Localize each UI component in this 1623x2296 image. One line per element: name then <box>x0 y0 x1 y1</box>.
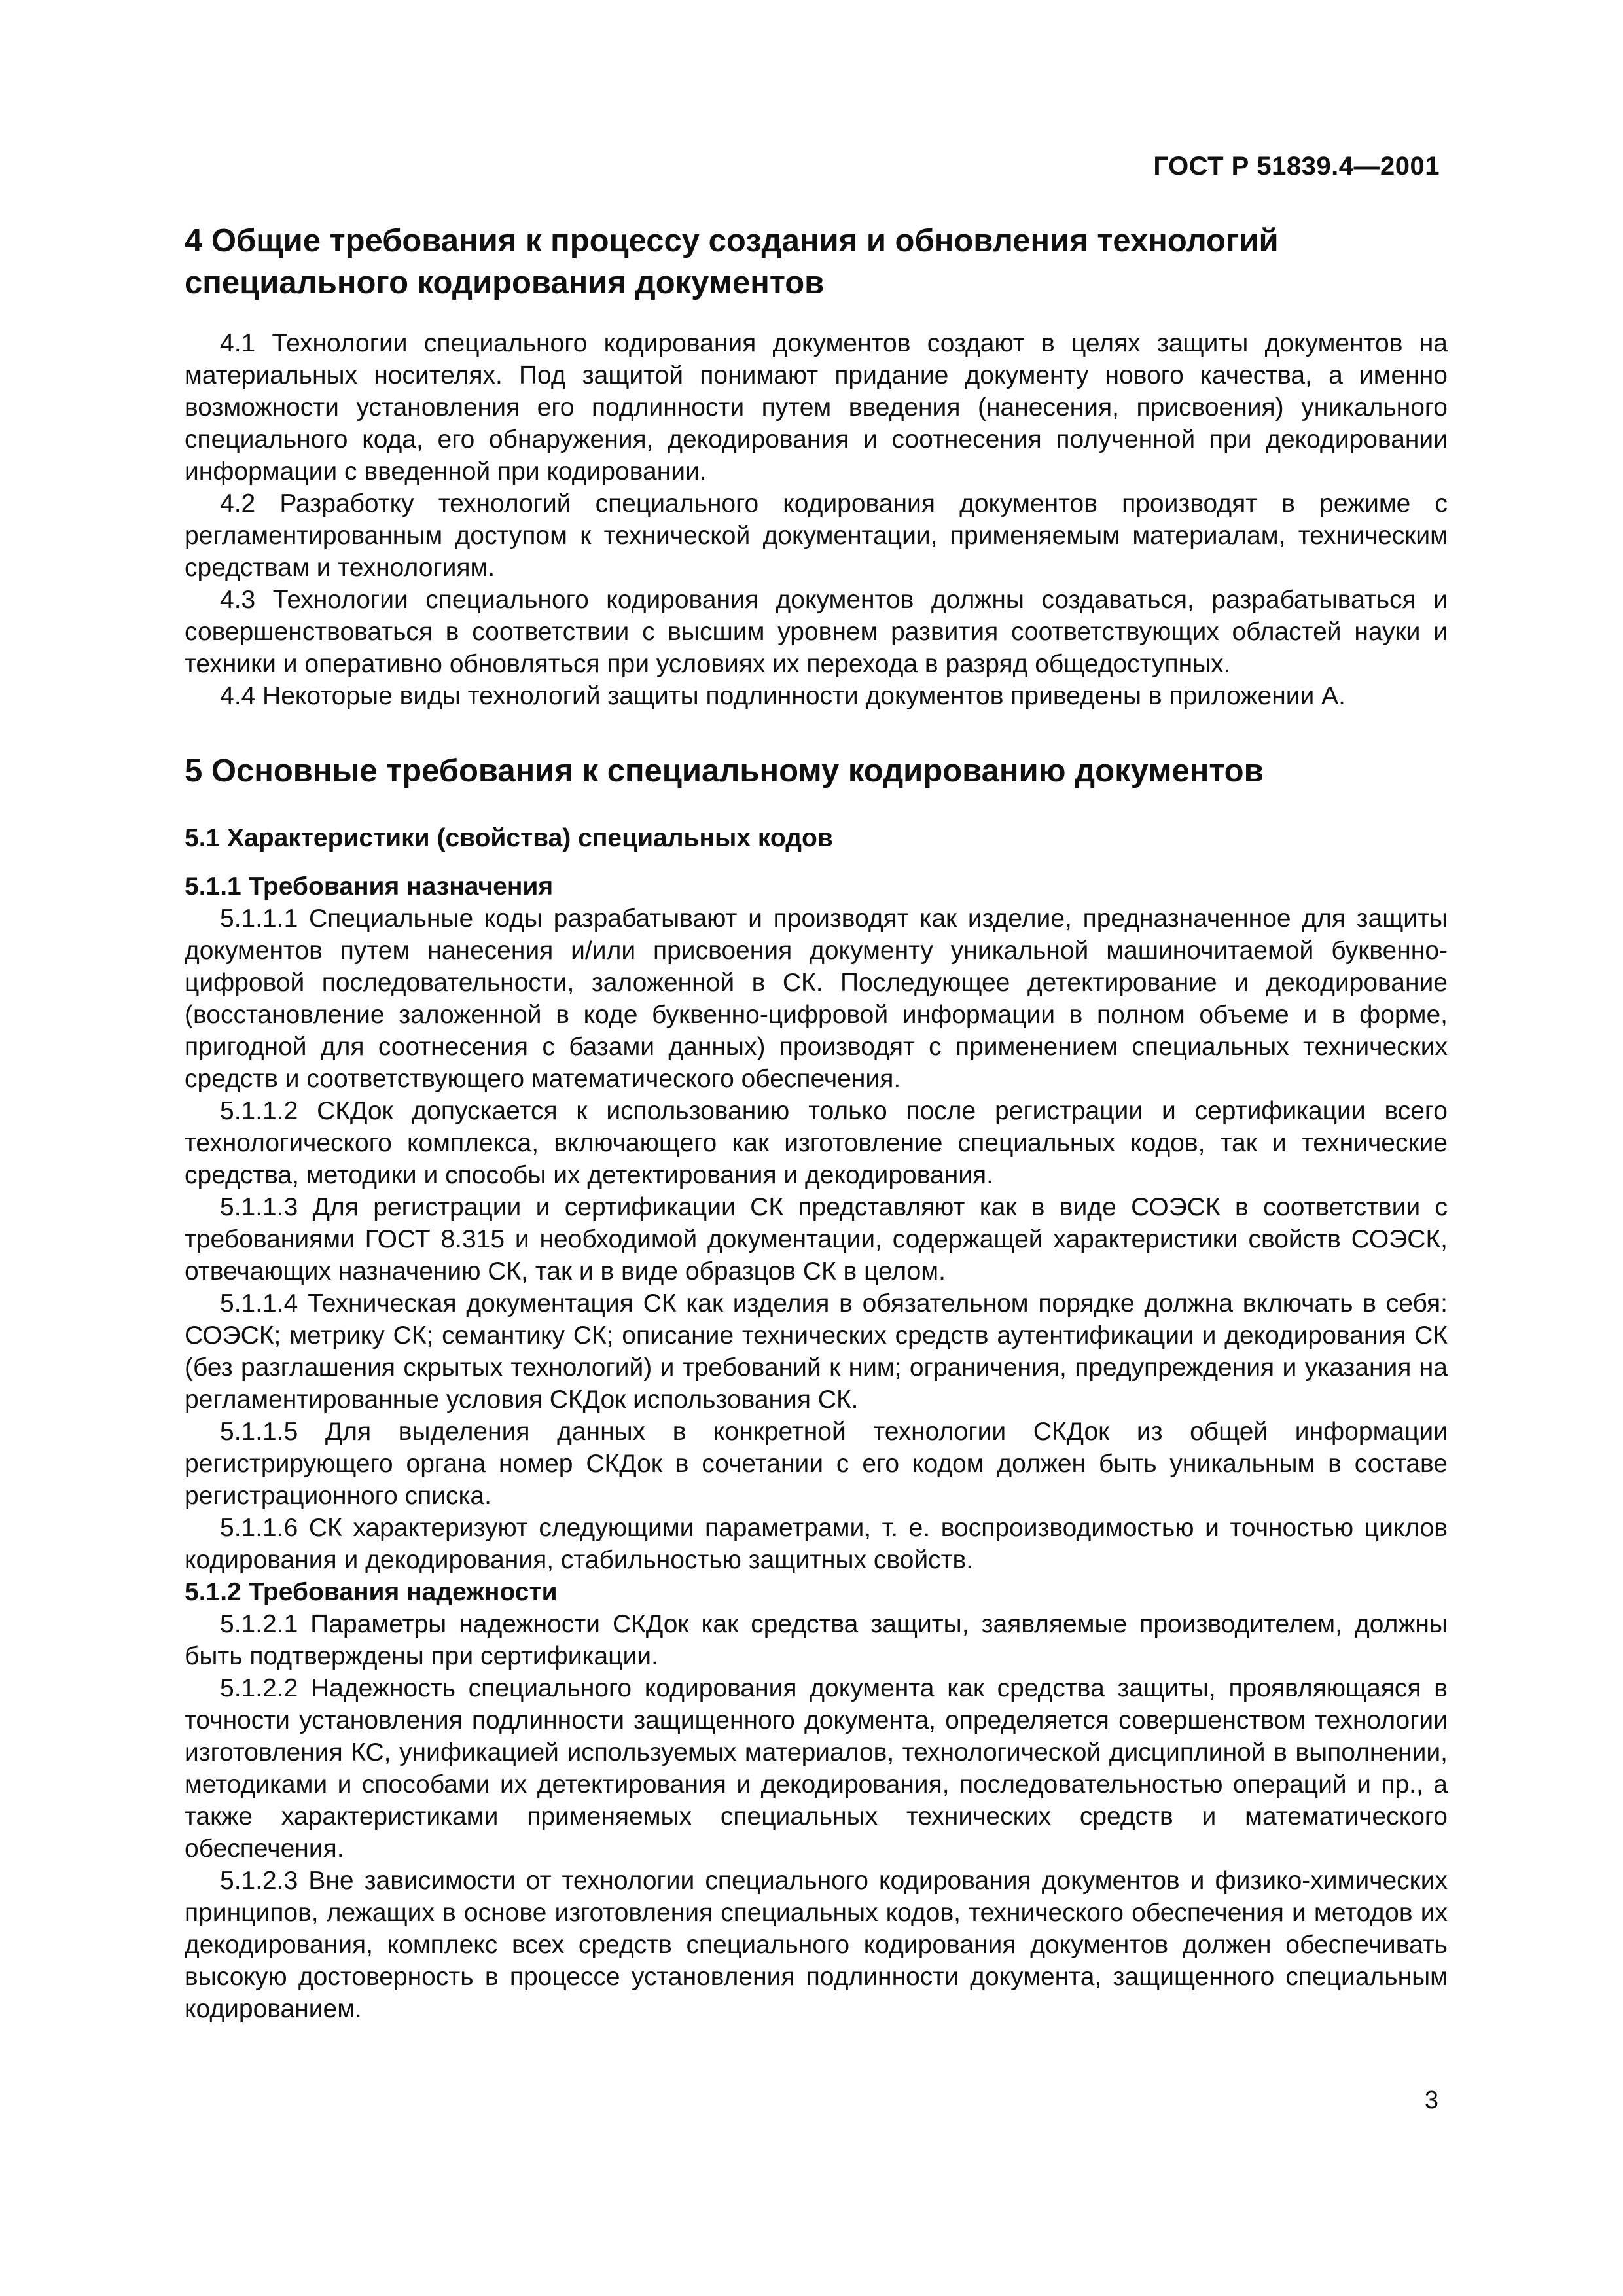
paragraph-5-1-2-1: 5.1.2.1 Параметры надежности СКДок как средства защиты, заявляемые производителем, должны быть подтверждены при сертификации. <box>185 1610 1448 1670</box>
page-number: 3 <box>1424 2087 1438 2114</box>
paragraph-4-3: 4.3 Технологии специального кодирования документов должны создаваться, разрабатываться и совершенствоваться в соответствии с высшим уровнем развития соответствующих областей науки и техники и оперативно обновляться при условиях их перехода в разряд общедоступных. <box>185 586 1448 678</box>
paragraph-4-1: 4.1 Технологии специального кодирования документов создают в целях защиты документов на материальных носителях. Под защитой понимают придание документу нового качества, а именно возможности установления его подлинности путем введения (нанесения, присвоения) уникального специального кода, его обнаружения, декодирования и соотнесения полученной при декодировании информации с введенной при кодировании. <box>185 329 1448 486</box>
paragraph-5-1-1-1: 5.1.1.1 Специальные коды разрабатывают и производят как изделие, предназначенное для защиты документов путем нанесения и/или присвоения документу уникальной машиночитаемой буквенно-цифровой последовательности, заложенной в СК. Последующее детектирование и декодирование (восстановление заложенной в коде буквенно-цифровой информации в полном объеме и в форме, пригодной для соотнесения с базами данных) производят с применением специальных технических средств и соответствующего математического обеспечения. <box>185 905 1448 1093</box>
paragraph-5-1-1-5: 5.1.1.5 Для выделения данных в конкретной технологии СКДок из общей информации регистрирующего органа номер СКДок в сочетании с его кодом должен быть уникальным в составе регистрационного списка. <box>185 1418 1448 1510</box>
paragraph-5-1-2-2: 5.1.2.2 Надежность специального кодирования документа как средства защиты, проявляющаяся в точности установления подлинности защищенного документа, определяется совершенством технологии изготовления КС, унификацией используемых материалов, технологической дисциплиной в выполнении, методиками и способами их детектирования и декодирования, последовательностью операций и пр., а также характеристиками применяемых специальных технических средств и математического обеспечения. <box>185 1674 1448 1863</box>
paragraph-5-1-1-2: 5.1.1.2 СКДок допускается к использованию только после регистрации и сертификации всего технологического комплекса, включающего как изготовление специальных кодов, так и технические средства, методики и способы их детектирования и декодирования. <box>185 1097 1448 1189</box>
paragraph-4-4: 4.4 Некоторые виды технологий защиты подлинности документов приведены в приложении А. <box>220 682 1346 710</box>
section-5-title: 5 Основные требования к специальному кодированию документов <box>185 753 1264 789</box>
paragraph-5-1-1-4: 5.1.1.4 Техническая документация СК как изделия в обязательном порядке должна включать в себя: СОЭСК; метрику СК; семантику СК; описание технических средств аутентификации и декодирования СК (без разглашения скрытых технологий) и требований к ним; ограничения, предупреждения и указания на регламентированные условия СКДок использования СК. <box>185 1289 1448 1414</box>
paragraph-5-1-1-3: 5.1.1.3 Для регистрации и сертификации СК представляют как в виде СОЭСК в соответствии с требованиями ГОСТ 8.315 и необходимой документации, содержащей характеристики свойств СОЭСК, отвечающих назначению СК, так и в виде образцов СК в целом. <box>185 1193 1448 1285</box>
subsection-5-1-2-title: 5.1.2 Требования надежности <box>185 1578 558 1606</box>
page-content <box>185 220 1448 2025</box>
paragraph-5-1-1-6: 5.1.1.6 СК характеризуют следующими параметрами, т. е. воспроизводимостью и точностью циклов кодирования и декодирования, стабильностью защитных свойств. <box>185 1514 1448 1574</box>
paragraph-5-1-2-3: 5.1.2.3 Вне зависимости от технологии специального кодирования документов и физико-химических принципов, лежащих в основе изготовления специальных кодов, технического обеспечения и методов их декодирования, комплекс всех средств специального кодирования документов должен обеспечивать высокую достоверность в процессе установления подлинности документа, защищенного специальным кодированием. <box>185 1867 1448 2023</box>
subsection-5-1-title: 5.1 Характеристики (свойства) специальных кодов <box>185 824 833 852</box>
subsection-5-1-1-title: 5.1.1 Требования назначения <box>185 872 554 901</box>
section-4-title: 4 Общие требования к процессу создания и обновления технологий специального кодирования документов <box>185 223 1279 300</box>
paragraph-4-2: 4.2 Разработку технологий специального кодирования документов производят в режиме с регламентированным доступом к технической документации, применяемым материалам, техническим средствам и технологиям. <box>185 490 1448 582</box>
document-code: ГОСТ Р 51839.4—2001 <box>1153 152 1440 181</box>
